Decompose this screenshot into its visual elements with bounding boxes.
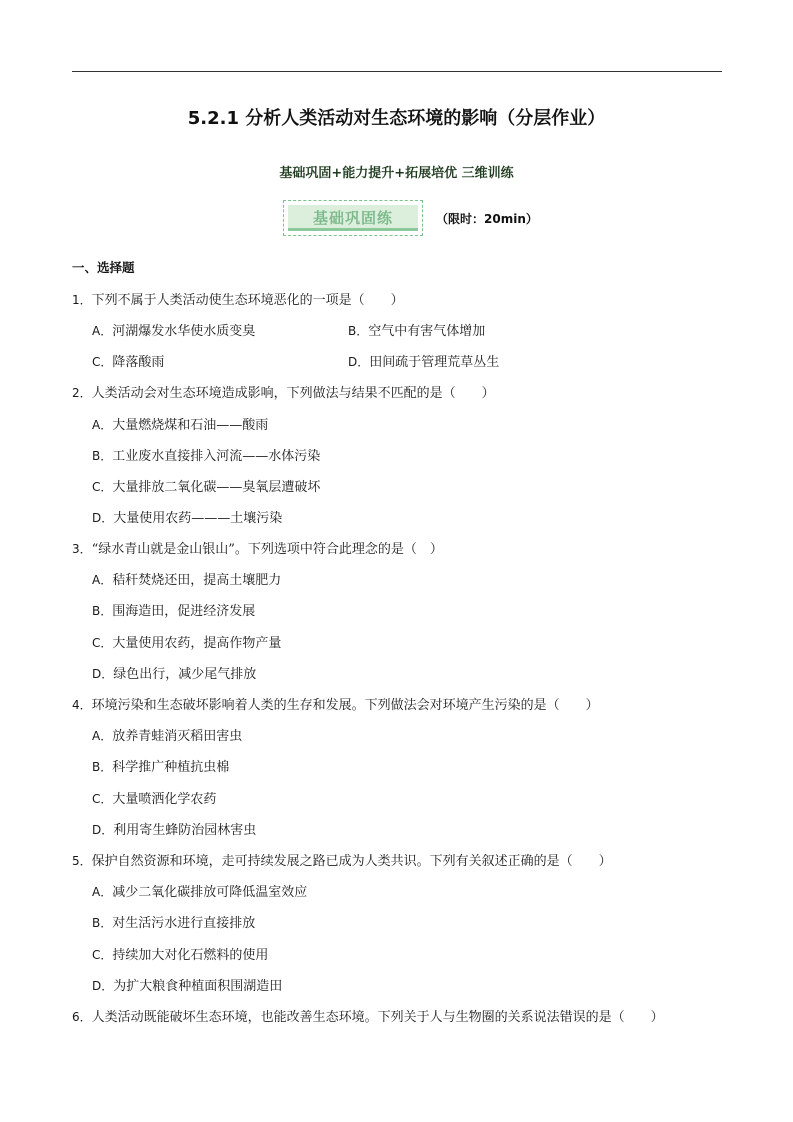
question-text: 保护自然资源和环境，走可持续发展之路已成为人类共识。下列有关叙述正确的是（ ）: [91, 854, 612, 869]
option-3b: [92, 600, 255, 619]
option-text: 田间疏于管理荒草丛生: [369, 355, 500, 370]
question-6: [72, 1006, 664, 1025]
question-text: 下列不属于人类活动使生态环境恶化的一项是（ ）: [91, 293, 404, 308]
option-5b: [92, 912, 255, 931]
option-3c: [92, 632, 281, 651]
option-label: C．: [92, 636, 113, 650]
question-4: [72, 694, 599, 713]
badge-label: 基础巩固练: [288, 205, 418, 231]
page-title: 5.2.1 分析人类活动对生态环境的影响（分层作业）: [187, 108, 606, 129]
page-subtitle: 基础巩固+能力提升+拓展培优 三维训练: [279, 166, 514, 181]
section-badge: [283, 200, 425, 238]
option-2b: [92, 445, 320, 464]
option-2c: [92, 476, 320, 495]
option-2a: [92, 414, 268, 433]
option-text: 河湖爆发水华使水质变臭: [112, 324, 256, 339]
option-text: 为扩大粮食种植面积围湖造田: [113, 979, 283, 994]
option-text: 放养青蛙消灭稻田害虫: [112, 729, 243, 744]
option-label: A．: [92, 729, 113, 743]
question-number: 5．: [72, 854, 92, 868]
option-4a: [92, 725, 242, 744]
question-number: 4．: [72, 698, 92, 712]
option-label: A．: [92, 885, 113, 899]
option-text: 大量喷洒化学农药: [112, 792, 217, 807]
option-text: 减少二氧化碳排放可降低温室效应: [112, 885, 308, 900]
option-3a: [92, 569, 281, 588]
question-text: “绿水青山就是金山银山”。下列选项中符合此理念的是（ ）: [91, 542, 443, 557]
option-label: A．: [92, 324, 113, 338]
option-label: D．: [92, 979, 114, 993]
option-label: D．: [348, 355, 370, 369]
option-label: C．: [92, 792, 113, 806]
option-2d: [92, 507, 282, 526]
option-text: 降落酸雨: [112, 355, 165, 370]
option-text: 对生活污水进行直接排放: [112, 916, 256, 931]
option-text: 秸秆焚烧还田，提高土壤肥力: [112, 573, 282, 588]
option-label: D．: [92, 511, 114, 525]
option-1b: [348, 320, 485, 339]
option-3d: [92, 663, 256, 682]
option-label: D．: [92, 667, 114, 681]
option-4c: [92, 788, 216, 807]
option-label: A．: [92, 573, 113, 587]
option-text: 绿色出行，减少尾气排放: [113, 667, 257, 682]
question-number: 3．: [72, 542, 92, 556]
option-5a: [92, 881, 307, 900]
option-4b: [92, 756, 229, 775]
option-text: 持续加大对化石燃料的使用: [112, 948, 269, 963]
option-text: 大量使用农药，提高作物产量: [112, 636, 282, 651]
option-text: 空气中有害气体增加: [368, 324, 486, 339]
option-5c: [92, 944, 268, 963]
option-text: 利用寄生蜂防治园林害虫: [113, 823, 257, 838]
question-text: 人类活动既能破坏生态环境，也能改善生态环境。下列关于人与生物圈的关系说法错误的是（ ）: [91, 1010, 664, 1025]
option-text: 工业废水直接排入河流——水体污染: [112, 449, 321, 464]
option-label: C．: [92, 480, 113, 494]
question-1: [72, 289, 404, 308]
question-number: 2．: [72, 386, 92, 400]
option-text: 大量排放二氧化碳——臭氧层遭破坏: [112, 480, 321, 495]
option-label: D．: [92, 823, 114, 837]
option-5d: [92, 975, 282, 994]
option-label: B．: [92, 449, 113, 463]
section-heading: 一、选择题: [72, 260, 135, 275]
option-label: B．: [348, 324, 369, 338]
option-4d: [92, 819, 256, 838]
option-label: C．: [92, 948, 113, 962]
option-1c: [92, 351, 164, 370]
question-5: [72, 850, 612, 869]
option-label: A．: [92, 418, 113, 432]
option-1d: [348, 351, 499, 370]
option-text: 大量燃烧煤和石油——酸雨: [112, 418, 269, 433]
question-number: 1．: [72, 293, 92, 307]
question-3: [72, 538, 443, 557]
question-text: 人类活动会对生态环境造成影响，下列做法与结果不匹配的是（ ）: [91, 386, 495, 401]
time-limit: （限时：20min）: [436, 212, 538, 226]
option-text: 大量使用农药———土壤污染: [113, 511, 283, 526]
option-label: B．: [92, 916, 113, 930]
question-number: 6．: [72, 1010, 92, 1024]
option-text: 科学推广种植抗虫棉: [112, 760, 230, 775]
option-label: B．: [92, 604, 113, 618]
option-label: B．: [92, 760, 113, 774]
option-text: 围海造田，促进经济发展: [112, 604, 256, 619]
badge-frame: [283, 200, 423, 236]
question-text: 环境污染和生态破坏影响着人类的生存和发展。下列做法会对环境产生污染的是（ ）: [91, 698, 599, 713]
option-1a: [92, 320, 255, 339]
header-rule: [72, 71, 722, 72]
question-2: [72, 382, 495, 401]
option-label: C．: [92, 355, 113, 369]
